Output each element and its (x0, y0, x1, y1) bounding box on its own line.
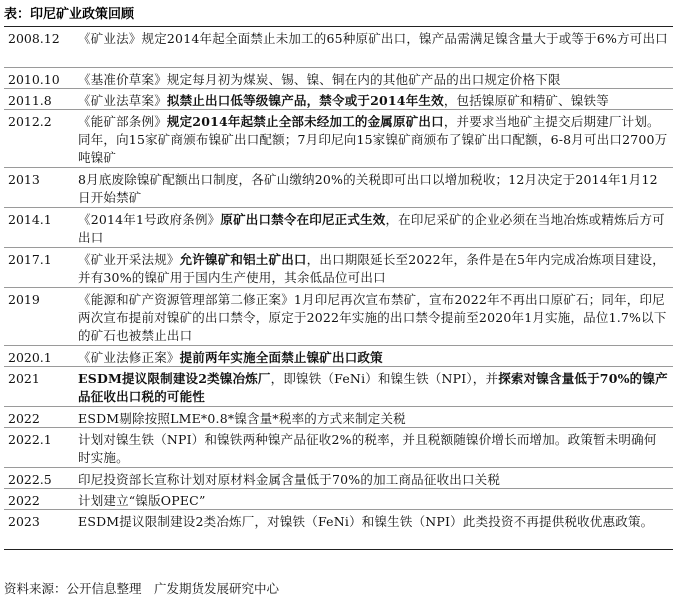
text-span: 《基准价草案》规定每月初为煤炭、锡、镍、铜在内的其他矿产品的出口规定价格下限 (78, 72, 561, 87)
text-span: 印尼投资部长宣称计划对原材料金属含量低于70%的加工商品征收出口关税 (78, 472, 501, 487)
text-span: ESDM提议限制建设2类冶炼厂，对镍铁（FeNi）和镍生铁（NPI）此类投资不再提供税收优惠政策。 (78, 514, 654, 529)
text-span: 计划对镍生铁（NPI）和镍铁两种镍产品征收2%的税率，并且税额随镍价增长而增加。政策暂未明确何时实施。 (78, 432, 657, 465)
row-year: 2008.12 (8, 31, 60, 46)
row-description (76, 110, 673, 167)
table-row (4, 488, 673, 509)
table-row (4, 287, 673, 345)
text-span: ，并要求当地矿主提交后期建厂计划。同年，向15家矿商颁布镍矿出口配额；7月印尼向15家镍矿商颁布了镍矿出口配额，6-8月可出口2700万吨镍矿 (78, 114, 668, 165)
row-year: 2022 (8, 411, 40, 426)
row-year: 2022.1 (8, 432, 52, 447)
text-span: ，包括镍原矿和精矿、镍铁等 (443, 93, 609, 108)
row-year: 2014.1 (8, 212, 52, 227)
row-description (76, 346, 673, 366)
table-row (4, 207, 673, 247)
row-description (76, 208, 673, 247)
bold-text: 探索对镍含量低于70%的镍产品征收出口税的可能性 (78, 371, 668, 404)
table-row (4, 167, 673, 207)
text-span: ，出口期限延长至2022年，条件是在5年内完成冶炼项目建设，并有30%的镍矿用于国内生产使用，其余低品位可出口 (78, 252, 665, 285)
bold-text: 允许镍矿和铝土矿出口 (179, 252, 307, 267)
row-description (76, 367, 673, 406)
text-span: 《矿业法草案》 (78, 93, 167, 108)
row-year: 2022.5 (8, 472, 52, 487)
table-row (4, 247, 673, 287)
policy-table (4, 26, 673, 550)
table-row (4, 67, 673, 88)
row-description (76, 288, 673, 345)
text-span: 《能矿部条例》 (78, 114, 167, 129)
row-description (76, 489, 673, 509)
row-year: 2022 (8, 493, 40, 508)
text-span: 《2014年1号政府条例》 (78, 212, 221, 227)
table-row (4, 427, 673, 467)
text-span: ，在印尼采矿的企业必须在当地冶炼或精炼后方可出口 (78, 212, 665, 245)
row-year: 2019 (8, 292, 40, 307)
bold-text: 原矿出口禁令在印尼正式生效 (220, 212, 386, 227)
table-row (4, 88, 673, 109)
table-row (4, 27, 673, 67)
row-year: 2012.2 (8, 114, 52, 129)
bold-text: 拟禁止出口低等级镍产品，禁令或于2014年生效 (166, 93, 444, 108)
row-year: 2020.1 (8, 350, 52, 365)
row-description (76, 407, 673, 427)
row-year: 2011.8 (8, 93, 52, 108)
row-description (76, 428, 673, 467)
row-year: 2013 (8, 172, 40, 187)
text-span: 《矿业法修正案》 (78, 350, 180, 365)
text-span: 《矿业开采法规》 (78, 252, 180, 267)
table-row (4, 509, 673, 549)
table-row (4, 467, 673, 488)
source-note: 资料来源：公开信息整理 广发期货发展研究中心 (4, 581, 280, 596)
row-description (76, 248, 673, 287)
bold-text: ESDM提议限制建设2类镍冶炼厂 (78, 371, 271, 386)
row-description (76, 468, 673, 488)
table-row (4, 366, 673, 406)
text-span: ESDM剔除按照LME*0.8*镍含量*税率的方式来制定关税 (78, 411, 406, 426)
text-span: 计划建立“镍版OPEC” (78, 493, 206, 508)
row-year: 2010.10 (8, 72, 60, 87)
row-description (76, 89, 673, 109)
bold-text: 规定2014年起禁止全部未经加工的金属原矿出口 (166, 114, 444, 129)
table-row (4, 109, 673, 167)
row-year: 2023 (8, 514, 40, 529)
row-description (76, 510, 673, 549)
text-span: 《能源和矿产资源管理部第二修正案》1月印尼再次宣布禁矿，宣布2022年不再出口原矿石；同年，印尼两次宣布提前对镍矿的出口禁令，原定于2022年实施的出口禁令提前至2020年1月实施，品位1.7%以下的矿石也被禁止出口 (78, 292, 667, 343)
table-title: 表：印尼矿业政策回顾 (4, 7, 135, 22)
row-description (76, 168, 673, 207)
table-row (4, 345, 673, 366)
bold-text: 提前两年实施全面禁止镍矿出口政策 (179, 350, 383, 365)
table-row (4, 406, 673, 427)
row-year: 2017.1 (8, 252, 52, 267)
row-year: 2021 (8, 371, 40, 386)
text-span: ，即镍铁（FeNi）和镍生铁（NPI），并 (270, 371, 499, 386)
row-description (76, 27, 673, 67)
row-description (76, 68, 673, 88)
text-span: 8月底废除镍矿配额出口制度，各矿山缴纳20%的关税即可出口以增加税收；12月决定于2014年1月12日开始禁矿 (78, 172, 658, 205)
text-span: 《矿业法》规定2014年起全面禁止未加工的65种原矿出口，镍产品需满足镍含量大于或等于6%方可出口 (78, 31, 668, 46)
